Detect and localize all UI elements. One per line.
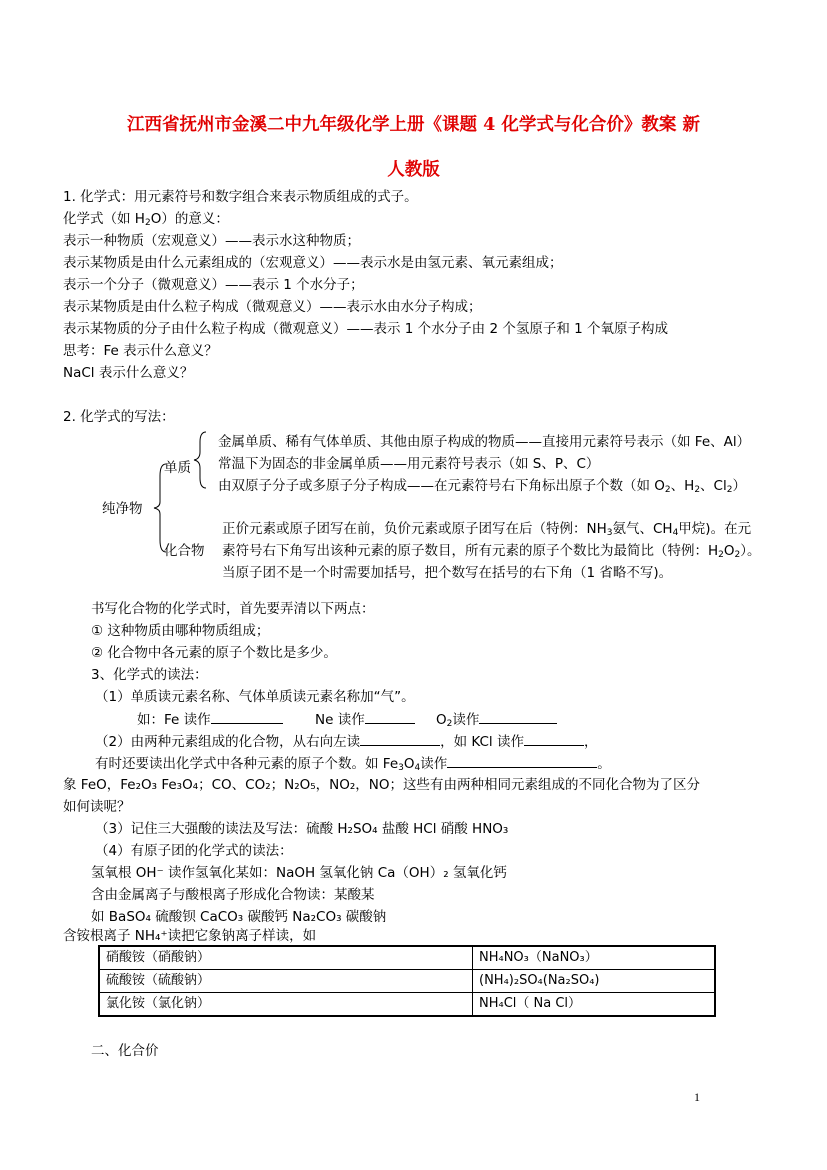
- s1-think-1: 思考：Fe 表示什么意义？: [63, 343, 218, 359]
- s1-line-3: 表示一个分子（微观意义）——表示 1 个水分子；: [63, 277, 364, 293]
- table-cell-name: 硝酸铵（硝酸钠）: [99, 946, 473, 970]
- doc-title-line2: 人教版: [387, 160, 440, 180]
- table-cell-name: 氯化铵（氯化钠）: [99, 993, 473, 1017]
- fe-answer-blank[interactable]: [211, 709, 283, 724]
- writing-point-1: ① 这种物质由哪种物质组成；: [91, 623, 270, 639]
- reading-rule-3: （3）记住三大强酸的读法及写法：硫酸 H₂SO₄ 盐酸 HCl 硝酸 HNO₃: [95, 821, 509, 837]
- salt-example-line: 如 BaSO₄ 硫酸钡 CaCO₃ 碳酸钙 Na₂CO₃ 碳酸钠: [91, 909, 387, 925]
- page-number: 1: [694, 1090, 700, 1104]
- o2-answer-blank[interactable]: [479, 709, 557, 724]
- salt-rule-line: 含由金属离子与酸根离子形成化合物读：某酸某: [91, 887, 375, 903]
- hydroxide-line: 氢氧根 OH⁻ 读作氢氧化某如：NaOH 氢氧化钠 Ca（OH）₂ 氢氧化钙: [91, 865, 507, 881]
- table-cell-formula: NH₄Cl（ Na Cl）: [473, 993, 716, 1017]
- pure-substance-label: 纯净物: [102, 501, 143, 517]
- reading-rule-2b: 有时还要读出化学式中各种元素的原子个数。如 $Fe_3O_4$读作 。: [95, 753, 611, 774]
- table-row: [99, 993, 715, 1017]
- reading-heading: 3、化学式的读法：: [91, 667, 208, 683]
- table-cell-formula: NH₄NO₃（NaNO₃）: [473, 946, 716, 970]
- s1-line-5: 表示某物质的分子由什么粒子构成（微观意义）——表示 1 个水分子由 2 个氢原子和 1 个氧原子构成: [63, 321, 669, 337]
- table-cell-name: 硫酸铵（硫酸钠）: [99, 970, 473, 993]
- fe3o4-answer-blank[interactable]: [447, 753, 597, 768]
- s1-think-2: NaCl 表示什么意义？: [63, 365, 194, 381]
- writing-point-2: ② 化合物中各元素的原子个数比是多少。: [91, 645, 337, 661]
- simple-line-2: 常温下为固态的非金属单质——用元素符号表示（如 S、P、C）: [218, 456, 600, 472]
- reading-example-o2: $O_2$读作: [436, 709, 557, 730]
- reading-rule-1: （1）单质读元素名称、气体单质读元素名称加“气”。: [95, 689, 415, 705]
- doc-title-line1: 江西省抚州市金溪二中九年级化学上册《课题 4 化学式与化合价》教案 新: [127, 115, 700, 135]
- rule2-answer-blank[interactable]: [360, 731, 440, 746]
- s1-line-4: 表示某物质是由什么粒子构成（微观意义）——表示水由水分子构成；: [63, 299, 482, 315]
- s1-line-2: 表示某物质是由什么元素组成的（宏观意义）——表示水是由氢元素、氧元素组成；: [63, 255, 563, 271]
- compound-line-3: 当原子团不是一个时需要加括号，把个数写在括号的右下角（1 省略不写)。: [222, 565, 673, 581]
- table-cell-formula: (NH₄)₂SO₄(Na₂SO₄): [473, 970, 716, 993]
- valence-heading: 二、化合价: [91, 1043, 159, 1059]
- reading-rule-4: （4）有原子团的化学式的读法：: [95, 843, 293, 859]
- s1-meaning-label: 化学式（如 $H_2O$）的意义：: [63, 211, 229, 228]
- ammonium-line: 含铵根离子 NH₄⁺读把它象钠离子样读，如: [63, 928, 317, 944]
- table-row: [99, 946, 715, 970]
- ne-answer-blank[interactable]: [365, 709, 415, 724]
- compound-label: 化合物: [164, 543, 205, 559]
- simple-line-1: 金属单质、稀有气体单质、其他由原子构成的物质——直接用元素符号表示（如 Fe、Al）: [218, 434, 751, 450]
- s1-heading: 1. 化学式：用元素符号和数字组合来表示物质组成的式子。: [63, 189, 418, 205]
- simple-substance-label: 单质: [164, 460, 191, 476]
- iron-oxides-line: 象 FeO，Fe₂O₃ Fe₃O₄；CO、CO₂；N₂O₅，NO₂，NO；这些有由两种相同元素组成的不同化合物为了区分: [63, 777, 701, 793]
- reading-example-ne: Ne 读作: [315, 709, 415, 730]
- s1-line-1: 表示一种物质（宏观意义）——表示水这种物质；: [63, 233, 360, 249]
- ammonium-comparison-table: [98, 945, 716, 1017]
- s2-heading: 2. 化学式的写法：: [63, 409, 175, 425]
- simple-line-3: 由双原子分子或多原子分子构成——在元素符号右下角标出原子个数（如 $O_2$、$H_2$、$Cl_2$）: [218, 478, 746, 495]
- kcl-answer-blank[interactable]: [524, 731, 584, 746]
- reading-example-fe: 如：Fe 读作: [137, 709, 283, 730]
- writing-intro: 书写化合物的化学式时，首先要弄清以下两点：: [91, 601, 375, 617]
- reading-rule-2: （2）由两种元素组成的化合物，从右向左读 ，如 KCl 读作 ，: [95, 731, 597, 752]
- compound-line-1: 正价元素或原子团写在前，负价元素或原子团写在后（特例：$NH_3$氨气、$CH_4$甲烷)。在元: [222, 521, 752, 538]
- table-row: [99, 970, 715, 993]
- how-to-read: 如何读呢？: [63, 799, 131, 815]
- compound-line-2: 素符号右下角写出该种元素的原子数目，所有元素的原子个数比为最简比（特例：$H_2O_2$）。: [222, 543, 761, 560]
